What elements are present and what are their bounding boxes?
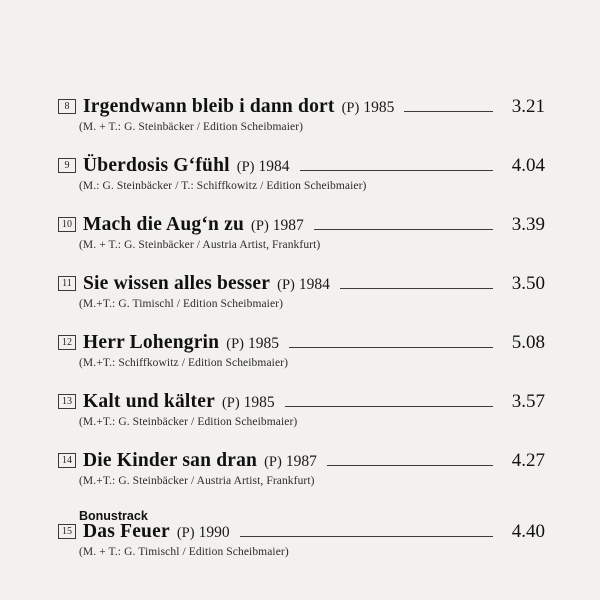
- track-title: Das Feuer: [83, 521, 170, 542]
- track-year: 1984: [258, 158, 290, 175]
- leader-rule: [327, 465, 493, 466]
- track-credit: (M.+T.: G. Timischl / Edition Scheibmaier): [79, 298, 284, 310]
- phonogram-symbol: (P): [226, 336, 244, 352]
- phonogram-symbol: (P): [264, 454, 282, 470]
- track-duration: 4.40: [511, 521, 545, 542]
- phonogram-symbol: (P): [236, 159, 255, 175]
- track-number: 10: [58, 217, 76, 232]
- track-credit: (M. + T.: G. Steinbäcker / Edition Scheibmaier): [79, 121, 304, 133]
- track-entry: [58, 391, 545, 428]
- track-number: 9: [58, 158, 76, 173]
- phonogram-symbol: (P): [341, 100, 360, 116]
- track-duration: 5.08: [511, 332, 545, 353]
- phonogram-symbol: (P): [251, 218, 269, 234]
- phonogram-symbol: (P): [277, 277, 295, 293]
- leader-rule: [340, 288, 493, 289]
- phonogram-symbol: (P): [221, 395, 240, 411]
- track-number: 14: [58, 453, 76, 468]
- track-number: 13: [58, 394, 76, 409]
- leader-rule: [285, 406, 493, 407]
- track-entry: [58, 450, 545, 487]
- track-entry: [58, 521, 545, 558]
- track-duration: 3.57: [511, 391, 545, 412]
- track-year: 1987: [272, 217, 304, 234]
- track-main-line: [58, 450, 545, 472]
- track-year: 1985: [247, 335, 279, 352]
- track-credit: (M. + T.: G. Timischl / Edition Scheibmaier): [79, 546, 289, 558]
- track-title: Kalt und kälter: [83, 391, 215, 412]
- leader-rule: [240, 536, 493, 537]
- track-credit: (M.+T.: G. Steinbäcker / Austria Artist, Frankfurt): [79, 475, 315, 487]
- track-year: 1985: [243, 394, 275, 411]
- track-year: 1984: [298, 276, 330, 293]
- track-number: 11: [58, 276, 76, 291]
- leader-rule: [314, 229, 493, 230]
- track-entry: [58, 96, 545, 133]
- leader-rule: [289, 347, 493, 348]
- track-main-line: [58, 521, 545, 543]
- track-entry: [58, 214, 545, 251]
- track-main-line: [58, 214, 545, 236]
- track-year: 1987: [285, 453, 317, 470]
- track-main-line: [58, 391, 545, 413]
- track-duration: 4.04: [511, 155, 545, 176]
- track-year: 1990: [198, 524, 230, 541]
- track-duration: 3.21: [511, 96, 545, 117]
- track-credit: (M.+T.: G. Steinbäcker / Edition Scheibmaier): [79, 416, 298, 428]
- track-number: 15: [58, 524, 76, 539]
- track-entry: [58, 273, 545, 310]
- track-entry: [58, 332, 545, 369]
- leader-rule: [300, 170, 494, 171]
- track-duration: 4.27: [511, 450, 545, 471]
- track-credit: (M.: G. Steinbäcker / T.: Schiffkowitz / Edition Scheibmaier): [79, 180, 367, 192]
- track-duration: 3.39: [511, 214, 545, 235]
- tracklist: [58, 96, 545, 558]
- track-credit: (M. + T.: G. Steinbäcker / Austria Artist, Frankfurt): [79, 239, 321, 251]
- phonogram-symbol: (P): [176, 525, 195, 541]
- track-main-line: [58, 155, 545, 177]
- bonustrack-label: Bonustrack: [79, 509, 148, 523]
- track-credit: (M.+T.: Schiffkowitz / Edition Scheibmaier): [79, 357, 289, 369]
- track-duration: 3.50: [511, 273, 545, 294]
- track-title: Mach die Aug‘n zu: [83, 214, 245, 235]
- track-title: Überdosis G‘fühl: [83, 155, 230, 176]
- track-number: 12: [58, 335, 76, 350]
- track-year: 1985: [363, 99, 395, 116]
- track-entry: [58, 155, 545, 192]
- track-title: Irgendwann bleib i dann dort: [83, 96, 335, 117]
- track-main-line: [58, 96, 545, 118]
- track-main-line: [58, 332, 545, 354]
- track-title: Herr Lohengrin: [83, 332, 220, 353]
- track-number: 8: [58, 99, 76, 114]
- track-title: Sie wissen alles besser: [83, 273, 271, 294]
- leader-rule: [404, 111, 493, 112]
- track-title: Die Kinder san dran: [83, 450, 258, 471]
- track-main-line: [58, 273, 545, 295]
